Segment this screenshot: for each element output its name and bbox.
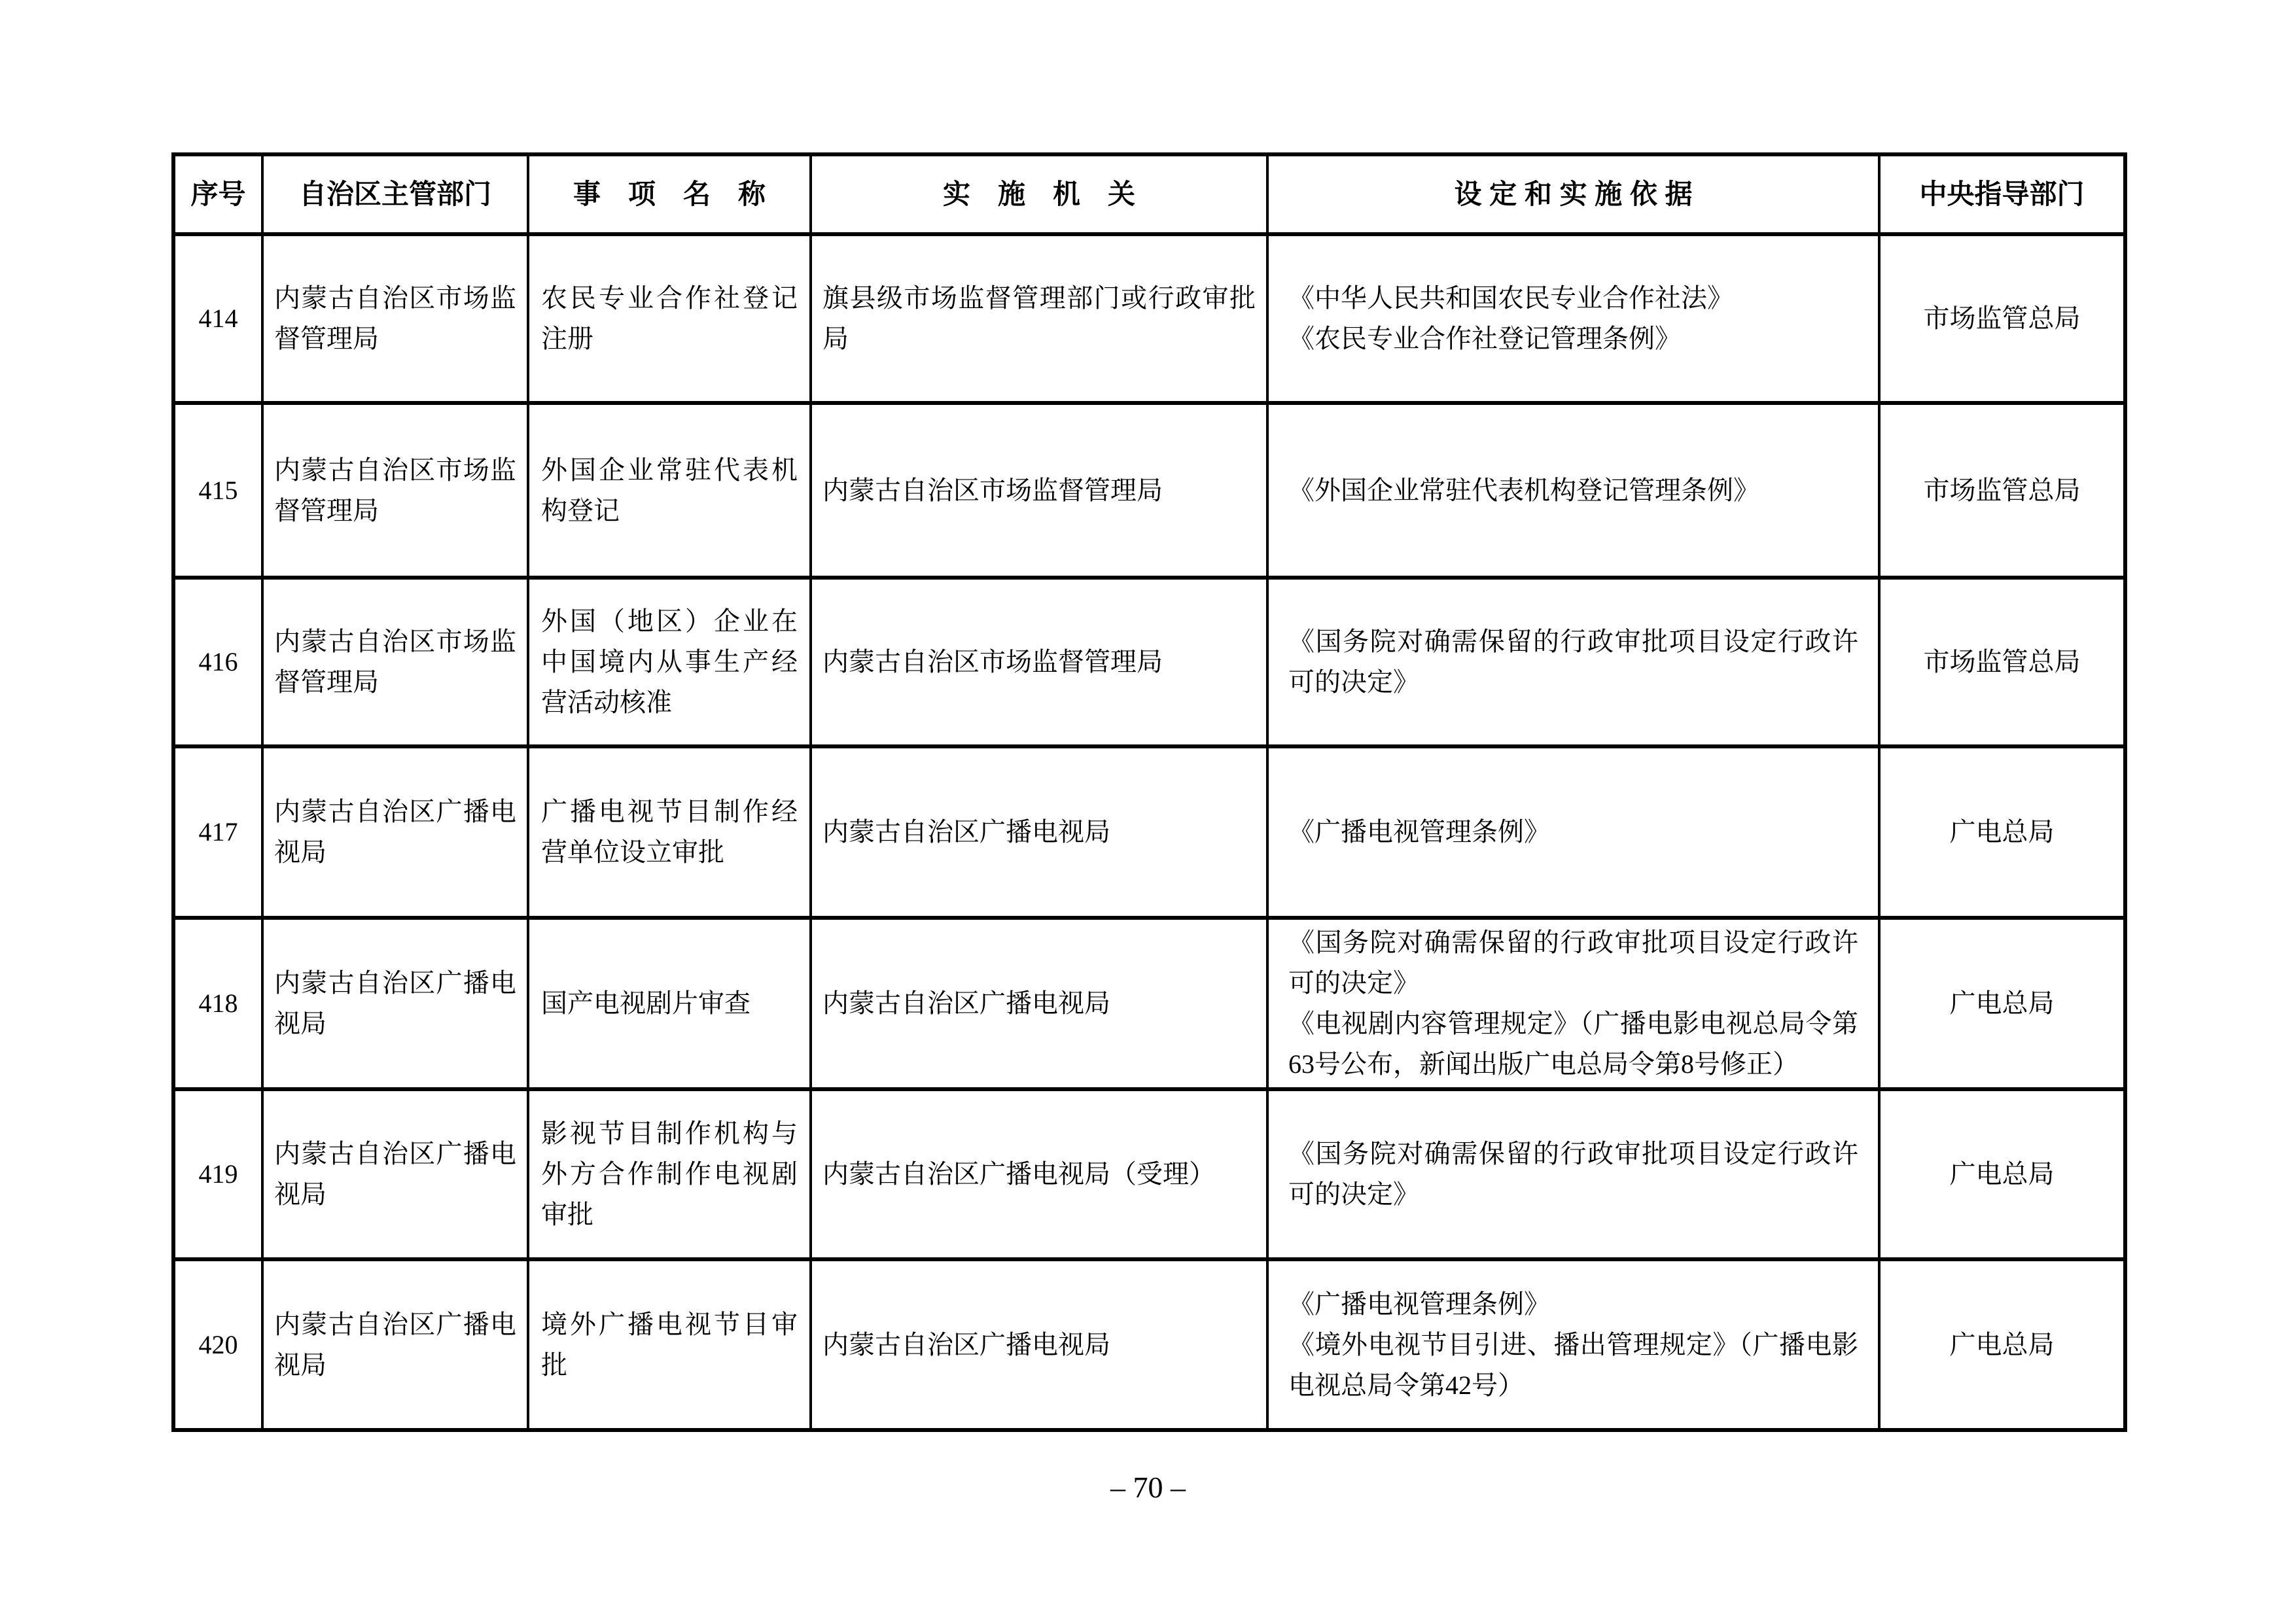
cell-central-dept: 市场监管总局 [1879,578,2125,746]
cell-department: 内蒙古自治区市场监督管理局 [262,403,528,578]
cell-item-name: 国产电视剧片审查 [528,918,811,1089]
cell-item-name: 外国（地区）企业在中国境内从事生产经营活动核准 [528,578,811,746]
cell-basis [1267,1259,1879,1430]
basis-line: 《广播电视管理条例》 [1288,1289,1550,1319]
approval-items-table [171,152,2127,1432]
table-row [173,1089,2125,1259]
cell-item-name: 外国企业常驻代表机构登记 [528,403,811,578]
table-header-row [173,154,2125,234]
table-row [173,746,2125,918]
table-row [173,1259,2125,1430]
cell-department: 内蒙古自治区广播电视局 [262,1089,528,1259]
cell-central-dept: 广电总局 [1879,918,2125,1089]
cell-basis [1267,918,1879,1089]
cell-agency: 内蒙古自治区广播电视局（受理） [811,1089,1267,1259]
cell-department: 内蒙古自治区广播电视局 [262,1259,528,1430]
table-row [173,578,2125,746]
cell-department: 内蒙古自治区市场监督管理局 [262,578,528,746]
cell-seq: 420 [173,1259,262,1430]
table-row [173,403,2125,578]
cell-seq: 418 [173,918,262,1089]
cell-agency: 内蒙古自治区广播电视局 [811,918,1267,1089]
cell-central-dept: 广电总局 [1879,1259,2125,1430]
col-header-department: 自治区主管部门 [262,154,528,234]
cell-basis [1267,1089,1879,1259]
cell-item-name: 广播电视节目制作经营单位设立审批 [528,746,811,918]
cell-agency: 内蒙古自治区广播电视局 [811,746,1267,918]
cell-central-dept: 市场监管总局 [1879,234,2125,403]
col-header-basis: 设 定 和 实 施 依 据 [1267,154,1879,234]
basis-line: 《电视剧内容管理规定》（广播电影电视总局令第63号公布，新闻出版广电总局令第8号修正） [1288,1009,1858,1079]
cell-department: 内蒙古自治区市场监督管理局 [262,234,528,403]
cell-central-dept: 广电总局 [1879,1089,2125,1259]
cell-basis [1267,403,1879,578]
cell-basis [1267,746,1879,918]
col-header-agency: 实 施 机 关 [811,154,1267,234]
basis-line: 《国务院对确需保留的行政审批项目设定行政许可的决定》 [1288,627,1858,697]
cell-seq: 419 [173,1089,262,1259]
cell-basis [1267,578,1879,746]
basis-line: 《国务院对确需保留的行政审批项目设定行政许可的决定》 [1288,1139,1858,1209]
cell-item-name: 农民专业合作社登记注册 [528,234,811,403]
table-row [173,234,2125,403]
col-header-index: 序号 [173,154,262,234]
cell-central-dept: 市场监管总局 [1879,403,2125,578]
basis-line: 《农民专业合作社登记管理条例》 [1288,324,1681,353]
col-header-central: 中央指导部门 [1879,154,2125,234]
basis-line: 《中华人民共和国农民专业合作社法》 [1288,283,1733,313]
cell-seq: 414 [173,234,262,403]
basis-line: 《外国企业常驻代表机构登记管理条例》 [1288,475,1759,505]
cell-agency: 内蒙古自治区市场监督管理局 [811,403,1267,578]
cell-item-name: 影视节目制作机构与外方合作制作电视剧审批 [528,1089,811,1259]
cell-department: 内蒙古自治区广播电视局 [262,746,528,918]
cell-agency: 旗县级市场监督管理部门或行政审批局 [811,234,1267,403]
cell-item-name: 境外广播电视节目审批 [528,1259,811,1430]
cell-department: 内蒙古自治区广播电视局 [262,918,528,1089]
cell-agency: 内蒙古自治区市场监督管理局 [811,578,1267,746]
page-number: – 70 – [1110,1471,1186,1504]
col-header-item-name: 事 项 名 称 [528,154,811,234]
cell-basis [1267,234,1879,403]
cell-seq: 415 [173,403,262,578]
basis-line: 《境外电视节目引进、播出管理规定》（广播电影电视总局令第42号） [1288,1329,1858,1400]
basis-line: 《广播电视管理条例》 [1288,817,1550,846]
cell-seq: 416 [173,578,262,746]
cell-seq: 417 [173,746,262,918]
cell-agency: 内蒙古自治区广播电视局 [811,1259,1267,1430]
basis-line: 《国务院对确需保留的行政审批项目设定行政许可的决定》 [1288,928,1858,998]
table-row [173,918,2125,1089]
cell-central-dept: 广电总局 [1879,746,2125,918]
